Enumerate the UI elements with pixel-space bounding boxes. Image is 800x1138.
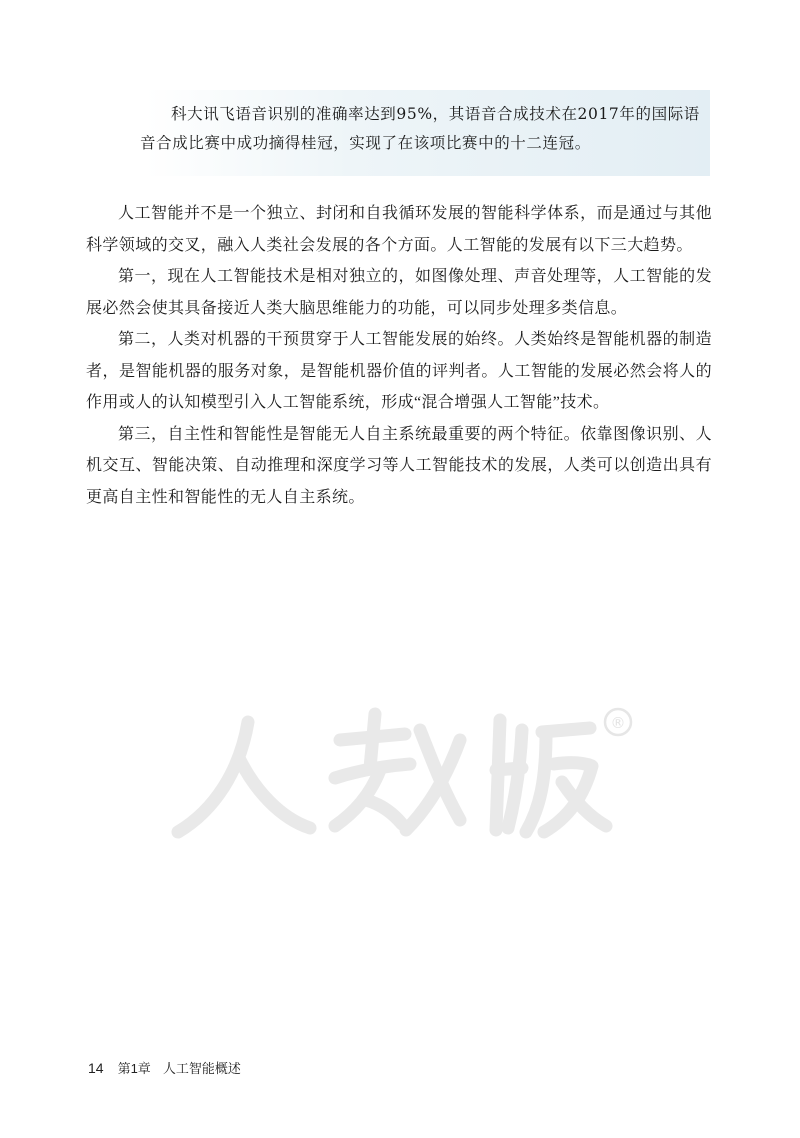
- main-body-text: [86, 198, 712, 513]
- page-number: 14: [88, 1060, 104, 1076]
- chapter-title: 人工智能概述: [162, 1061, 241, 1076]
- chapter-label: 第1章: [117, 1061, 151, 1076]
- paragraph-intro: 人工智能并不是一个独立、封闭和自我循环发展的智能科学体系，而是通过与其他科学领域的交叉，融入人类社会发展的各个方面。人工智能的发展有以下三大趋势。: [86, 205, 712, 254]
- publisher-watermark-logo: [170, 700, 640, 850]
- info-callout-box: [110, 90, 710, 176]
- page-footer: [88, 1058, 241, 1082]
- callout-text: 科大讯飞语音识别的准确率达到95%，其语音合成技术在2017年的国际语音合成比赛中成功摘得桂冠，实现了在该项比赛中的十二连冠。: [140, 105, 700, 152]
- paragraph-trend-1: 第一，现在人工智能技术是相对独立的，如图像处理、声音处理等，人工智能的发展必然会使其具备接近人类大脑思维能力的功能，可以同步处理多类信息。: [86, 268, 712, 317]
- paragraph-trend-3: 第三，自主性和智能性是智能无人自主系统最重要的两个特征。依靠图像识别、人机交互、智能决策、自动推理和深度学习等人工智能技术的发展，人类可以创造出具有更高自主性和智能性的无人自主系统。: [86, 425, 712, 506]
- paragraph-trend-2: 第二，人类对机器的干预贯穿于人工智能发展的始终。人类始终是智能机器的制造者，是智能机器的服务对象，是智能机器价值的评判者。人工智能的发展必然会将人的作用或人的认知模型引入人工智能系统，形成“混合增强人工智能”技术。: [86, 331, 712, 411]
- watermark-registered-text: ®: [610, 714, 626, 732]
